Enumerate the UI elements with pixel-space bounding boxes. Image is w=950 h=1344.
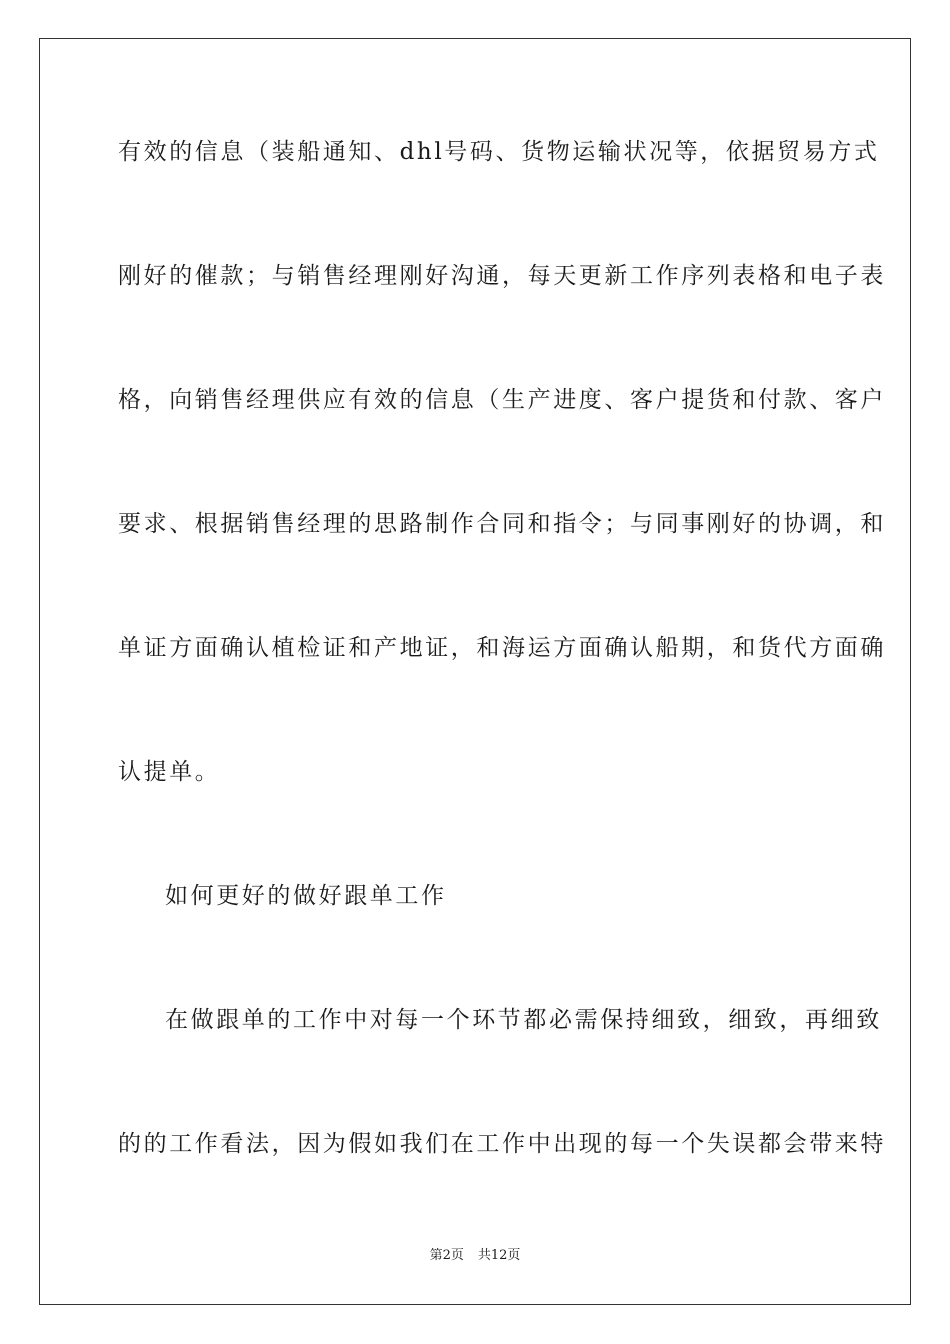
body-line-2: 刚好的催款；与销售经理刚好沟通，每天更新工作序列表格和电子表 (118, 263, 886, 289)
paragraph-line-1: 在做跟单的工作中对每一个环节都必需保持细致，细致，再细致 (165, 1007, 882, 1033)
page-border (39, 38, 911, 1305)
body-line-4: 要求、根据销售经理的思路制作合同和指令；与同事刚好的协调，和 (118, 511, 886, 537)
page-footer (0, 1247, 950, 1265)
paragraph-line-2: 的的工作看法，因为假如我们在工作中出现的每一个失误都会带来特 (118, 1131, 886, 1157)
page-number: 第2页 (429, 1248, 464, 1263)
page-total: 共12页 (477, 1248, 521, 1263)
body-line-6: 认提单。 (118, 759, 221, 785)
section-heading: 如何更好的做好跟单工作 (165, 883, 447, 909)
body-line-3: 格，向销售经理供应有效的信息（生产进度、客户提货和付款、客户 (118, 387, 886, 413)
body-line-5: 单证方面确认植检证和产地证，和海运方面确认船期，和货代方面确 (118, 635, 886, 661)
body-line-1: 有效的信息（装船通知、dhl号码、货物运输状况等，依据贸易方式 (118, 139, 880, 165)
